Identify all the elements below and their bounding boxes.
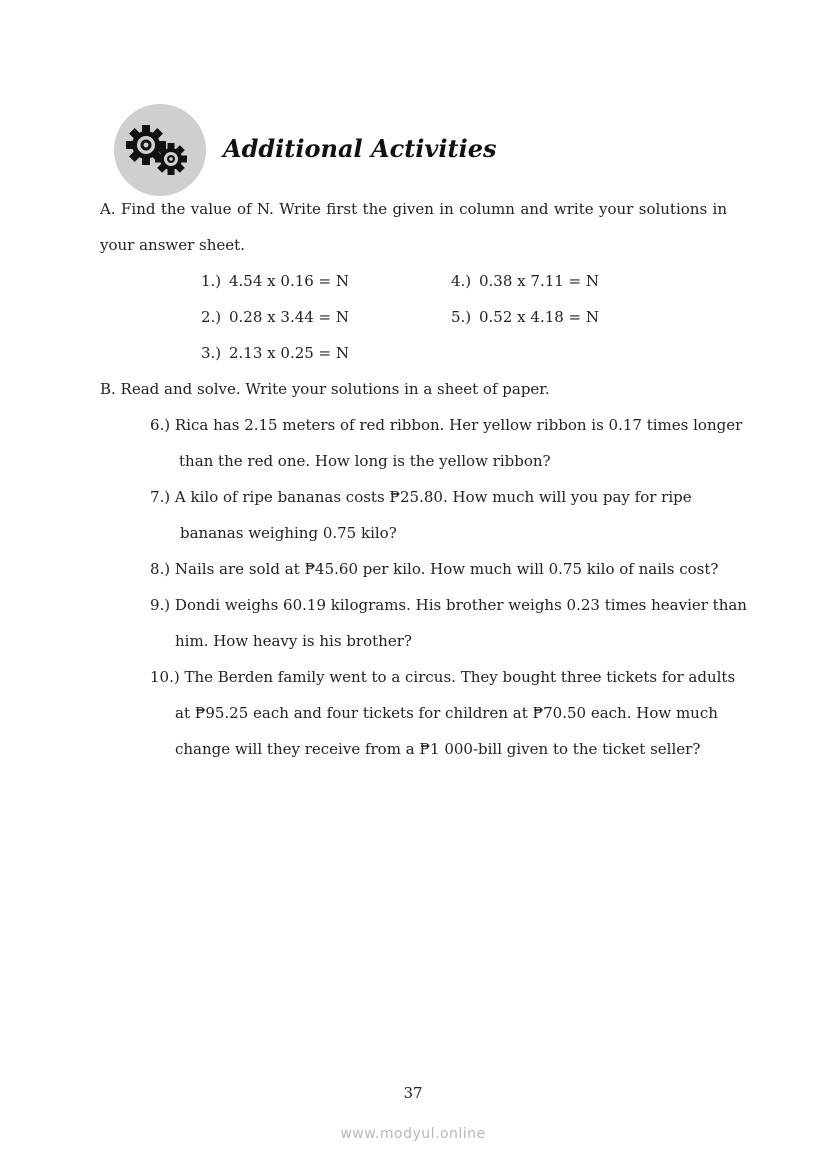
item-1-expression: 4.54 x 0.16 = N [229,272,350,290]
problem-10-line-1: 10.) The Berden family went to a circus. They bought three tickets for adults [150,668,736,686]
problem-9-line-2: him. How heavy is his brother? [175,632,412,650]
section-a-instruction-cont: your answer sheet. [100,236,245,254]
page-title: Additional Activities [223,134,497,163]
problem-7-line-2: bananas weighing 0.75 kilo? [180,524,397,542]
problem-6-line-2: than the red one. How long is the yellow ribbon? [179,452,551,470]
item-5-number: 5.) [451,308,472,326]
item-2-expression: 0.28 x 3.44 = N [229,308,350,326]
problem-6-line-1: 6.) Rica has 2.15 meters of red ribbon. Her yellow ribbon is 0.17 times longer [150,416,743,434]
item-2-number: 2.) [201,308,222,326]
section-a-instruction: A. Find the value of N. Write first the given in column and write your solutions in [100,200,727,218]
page-number: 37 [403,1084,423,1102]
problem-10-line-3: change will they receive from a ₱1 000-bill given to the ticket seller? [175,740,701,758]
gears-icon [114,104,206,196]
problem-9-line-1: 9.) Dondi weighs 60.19 kilograms. His brother weighs 0.23 times heavier than [150,596,747,614]
section-b-instruction: B. Read and solve. Write your solutions in a sheet of paper. [100,380,550,398]
problem-8-line-1: 8.) Nails are sold at ₱45.60 per kilo. How much will 0.75 kilo of nails cost? [150,560,719,578]
item-4-number: 4.) [451,272,472,290]
problem-7-line-1: 7.) A kilo of ripe bananas costs ₱25.80. How much will you pay for ripe [150,488,692,506]
watermark: www.modyul.online [340,1126,486,1142]
item-1-number: 1.) [201,272,222,290]
item-5-expression: 0.52 x 4.18 = N [479,308,600,326]
item-4-expression: 0.38 x 7.11 = N [479,272,600,290]
item-3-number: 3.) [201,344,222,362]
problem-10-line-2: at ₱95.25 each and four tickets for children at ₱70.50 each. How much [175,704,718,722]
item-3-expression: 2.13 x 0.25 = N [229,344,350,362]
